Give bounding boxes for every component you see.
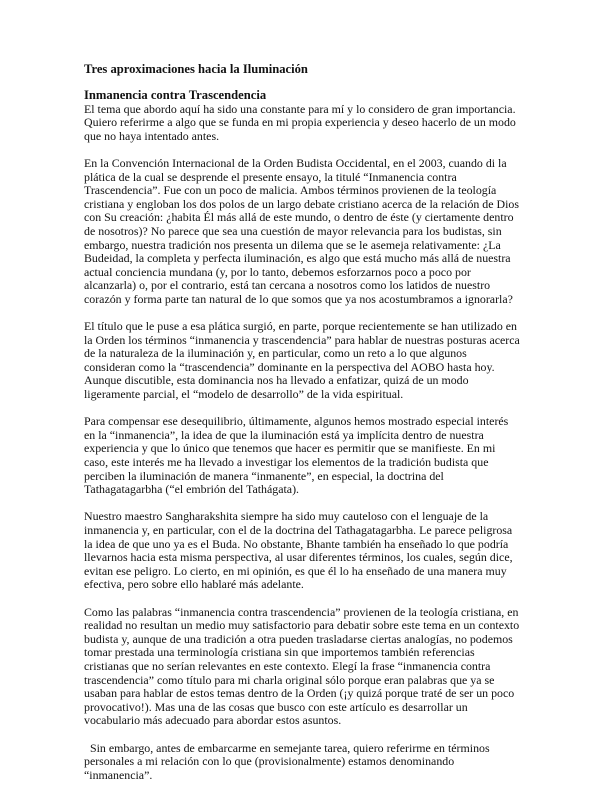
paragraph-1: El tema que abordo aquí ha sido una constante para mí y lo considero de gran importancia. Quiero referirme a algo que se funda en mi propia experiencia y deseo hacerlo de un modo que no haya intentado antes. (84, 101, 516, 143)
paragraph-7: Sin embargo, antes de embarcarme en semejante tarea, quiero referirme en términos personales a mi relación con lo que (provisionalmente) estamos denominando “inmanencia”. (84, 740, 490, 782)
paragraph-3: El título que le puse a esa plática surgió, en parte, porque recientemente se han utilizado en la Orden los términos “inmanencia y trascendencia” para hablar de nuestras posturas acerca de la naturaleza de la iluminación y, en particular, como un reto a lo que algunos consideran como la “trascendencia” dominante en la perspectiva del AOBO hasta hoy. Aunque discutible, esta dominancia nos ha llevado a enfatizar, quizá de un modo ligeramente parcial, el “modelo de desarrollo” de la vida espiritual. (84, 319, 520, 402)
document-page (84, 62, 520, 796)
paragraph-2: En la Convención Internacional de la Orden Budista Occidental, en el 2003, cuando di la plática de la cual se desprende el presente ensayo, la titulé “Inmanencia contra Trascendencia”. Fue con un poco de malicia. Ambos términos provienen de la teología cristiana y engloban los dos polos de un largo debate cristiano acerca de la relación de Dios con Su creación: ¿habita Él más allá de este mundo, o dentro de éste (y ciertamente dentro de nosotros)? No parece que sea una cuestión de mayor relevancia para los budistas, sin embargo, nuestra tradición nos presenta un dilema que se le asemeja relativamente: ¿La Budeidad, la completa y perfecta iluminación, es algo que está mucho más allá de nuestra actual conciencia mundana (y, por lo tanto, debemos esforzarnos poco a poco por alcanzarla) o, por el contrario, está tan cercana a nosotros como los latidos de nuestro corazón y forma parte tan natural de lo que somos que ya nos acostumbramos a ignorarla? (84, 155, 519, 306)
paragraph-6: Como las palabras “inmanencia contra trascendencia” provienen de la teología cristiana, en realidad no resultan un medio muy satisfactorio para debatir sobre este tema en un contexto budista y, aunque de una tradición a otra pueden trasladarse ciertas analogías, no podemos tomar prestada una terminología cristiana sin que importemos también referencias cristianas que no serían relevantes en este contexto. Elegí la frase “inmanencia contra trascendencia” como título para mi charla original sólo porque eran palabras que ya se usaban para hablar de estos temas dentro de la Orden (¡y quizá porque traté de ser un poco provocativo!). Mas una de las cosas que busco con este artículo es desarrollar un vocabulario más adecuado para abordar estos asuntos. (84, 604, 520, 728)
paragraph-4: Para compensar ese desequilibrio, últimamente, algunos hemos mostrado especial interés en la “inmanencia”, la idea de que la iluminación está ya implícita dentro de nuestra experiencia y que lo único que tenemos que hacer es permitir que se manifieste. En mi caso, este interés me ha llevado a investigar los elementos de la tradición budista que perciben la iluminación de manera “inmanente”, en especial, la doctrina del Tathagatagarbha (“el embrión del Tathágata). (84, 414, 509, 497)
section-heading: Inmanencia contra Trascendencia (84, 88, 267, 102)
document-title: Tres aproximaciones hacia la Iluminación (84, 62, 308, 76)
paragraph-5: Nuestro maestro Sangharakshita siempre ha sido muy cauteloso con el lenguaje de la inmanencia y, en particular, con el de la doctrina del Tathagatagarbha. Le parece peligrosa la idea de que uno ya es el Buda. No obstante, Bhante también ha enseñado lo que podría llevarnos hacia esta misma perspectiva, al usar diferentes términos, los cuales, según dice, evitan ese peligro. Lo cierto, en mi opinión, es que él lo ha enseñado de una manera muy efectiva, pero sobre ello hablaré más adelante. (84, 509, 513, 592)
